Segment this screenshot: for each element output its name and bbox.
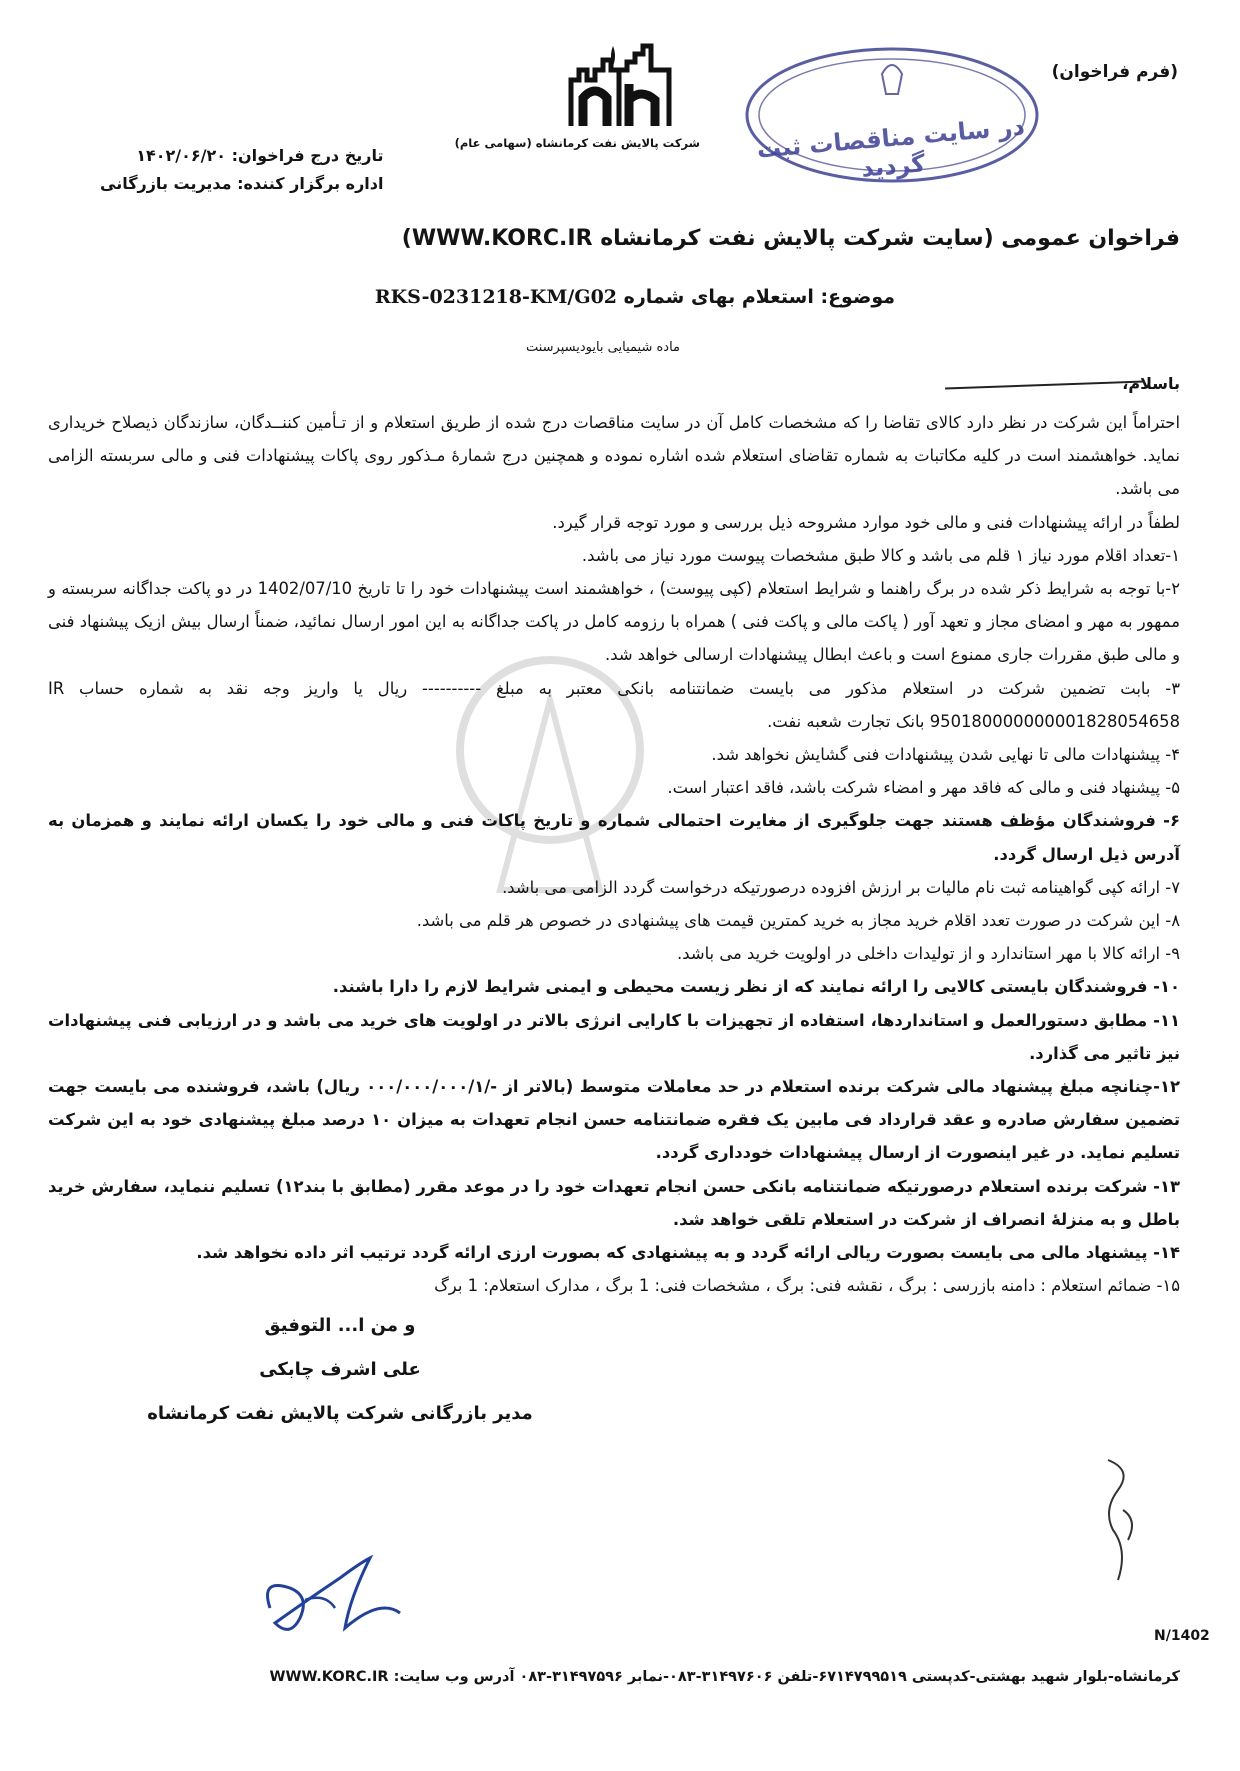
clause-3: ۳- بابت تضمین شرکت در استعلام مذکور می بایست ضمانتنامه بانکی معتبر به مبلغ ---------- ریال یا واریز وجه نقد به شماره حساب IR 950180000000001828054658 بانک تجارت شعبه نفت. — [48, 678, 1180, 731]
company-caption: شرکت پالایش نفت کرمانشاه (سهامی عام) — [454, 136, 700, 150]
initials-icon — [1088, 1450, 1148, 1590]
clause-9: ۹- ارائه کالا با مهر استاندارد و از تولیدات داخلی در اولویت خرید می باشد. — [677, 944, 1180, 964]
clause-7: ۷- ارائه کپی گواهینامه ثبت نام مالیات بر ارزش افزوده درصورتیکه درخواست گردد الزامی می باشد. — [502, 877, 1180, 897]
clause-6: ۶- فروشندگان مؤظف هستند جهت جلوگیری از مغایرت احتمالی شماره و تاریخ پاکات فنی و مالی خود را یکسان ارائه نمایند و همزمان به آدرس ذیل ارسال گردد. — [48, 811, 1180, 864]
publication-info — [100, 142, 383, 198]
instruction-paragraph: لطفاً در ارائه پیشنهادات فنی و مالی خود موارد مشروحه ذیل بررسی و مورد توجه قرار گیرد. — [552, 512, 1180, 532]
clause-8: ۸- این شرکت در صورت تعدد اقلام خرید مجاز به خرید کمترین قیمت های پیشنهادی در خصوص هر قلم می باشد. — [416, 911, 1180, 931]
clause-10: ۱۰- فروشندگان بایستی کالایی را ارائه نمایند که از نظر زیست محیطی و ایمنی شرایط لازم را دارا باشند. — [332, 977, 1180, 997]
letter-body — [48, 406, 1180, 1302]
clause-12: ۱۲-چنانچه مبلغ پیشنهاد مالی شرکت برنده استعلام در حد معاملات متوسط (بالاتر از -/۰۰۰/۰۰۰/۰۰۰/۱ ریال) باشد، فروشنده می بایست جهت تضمین سفارش صادره و عقد قرارداد فی مابین یک فقره ضمانتنامه حسن انجام تعهدات به میزان ۱۰ درصد مبلغ پیشنهادی خود به این شرکت تسلیم نماید. در غیر اینصورت از ارسال پیشنهادات خودداری گردد. — [48, 1077, 1180, 1163]
footer-address: کرمانشاه-بلوار شهید بهشتی-کدپستی ۶۷۱۴۷۹۹۵۱۹-تلفن ۳۱۴۹۷۶۰۶-۰۸۳-نمابر ۳۱۴۹۷۵۹۶-۰۸۳ آدرس وب سایت: — [393, 1669, 1180, 1685]
inquiry-number: RKS-0231218-KM/G02 — [374, 286, 618, 308]
stamp-text: در سایت مناقصات ثبت گردید — [755, 112, 1026, 183]
signatory-name: علی اشرف چابکی — [259, 1359, 421, 1380]
clause-14: ۱۴- پیشنهاد مالی می بایست بصورت ریالی ارائه گردد و به پیشنهادی که بصورت ارزی ارائه گردد ترتیب اثر داده نخواهد شد. — [196, 1243, 1180, 1263]
clause-13: ۱۳- شرکت برنده استعلام درصورتیکه ضمانتنامه بانکی حسن انجام تعهدات خود را در موعد مقرر (مطابق با بند۱۲) تسلیم ننماید، سفارش خرید باطل و به منزلهٔ انصراف از شرکت در استعلام تلقی خواهد شد. — [48, 1176, 1180, 1229]
form-type-label: (فرم فراخوان) — [1051, 62, 1178, 82]
material-name: ماده شیمیایی بایودیسپرسنت — [525, 340, 680, 355]
greeting-underline — [945, 381, 1145, 390]
clause-5: ۵- پیشنهاد فنی و مالی که فاقد مهر و امضاء شرکت باشد، فاقد اعتبار است. — [667, 778, 1180, 798]
subject-prefix: موضوع: استعلام بهای شماره — [623, 286, 895, 308]
registration-stamp — [742, 44, 1042, 186]
reference-number: N/1402 — [1154, 1628, 1210, 1644]
signatory-position: مدیر بازرگانی شرکت پالایش نفت کرمانشاه — [147, 1403, 533, 1424]
company-logo — [454, 40, 700, 150]
greeting: باسلام، — [1122, 374, 1180, 393]
footer — [270, 1669, 1181, 1685]
clause-2: ۲-با توجه به شرایط ذکر شده در برگ راهنما و شرایط استعلام (کپی پیوست) ، خواهشمند است پیشنهادات خود را تا تاریخ 1402/07/10 در دو پاکت جداگانه سربسته و ممهور به مهر و امضای مجاز و تعهد آور ( پاکت مالی و پاکت فنی ) همراه با رزومه کامل در پاکت جداگانه به این امور ارسال نمائید، ضمناً ارسال بیش ازیک پیشنهاد فنی و مالی طبق مقررات جاری ممنوع است و باعث ابطال پیشنهادات ارسالی خواهد شد. — [48, 579, 1180, 665]
clause-1: ۱-تعداد اقلام مورد نیاز ۱ قلم می باشد و کالا طبق مشخصات پیوست مورد نیاز می باشد. — [581, 545, 1180, 565]
publish-date: تاریخ درج فراخوان: ۱۴۰۲/۰۶/۲۰ — [136, 146, 384, 165]
organizer: اداره برگزار کننده: مدیریت بازرگانی — [100, 174, 384, 193]
signature-icon — [250, 1538, 420, 1648]
refinery-logo-icon — [565, 40, 675, 130]
page-title: فراخوان عمومی (سایت شرکت پالایش نفت کرمانشاه WWW.KORC.IR) — [401, 226, 1180, 251]
clause-11: ۱۱- مطابق دستورالعمل و استانداردها، استفاده از تجهیزات با کارایی انرژی بالاتر در اولویت های خرید می باشد و در ارزیابی فنی پیشنهادات نیز تاثیر می گذارد. — [48, 1010, 1180, 1063]
footer-website[interactable]: WWW.KORC.IR — [269, 1669, 389, 1685]
clause-4: ۴- پیشنهادات مالی تا نهایی شدن پیشنهادات فنی گشایش نخواهد شد. — [711, 745, 1180, 765]
clause-15: ۱۵- ضمائم استعلام : دامنه بازرسی : برگ ، نقشه فنی: برگ ، مشخصات فنی: 1 برگ ، مدارک استعلام: 1 برگ — [434, 1276, 1180, 1296]
intro-paragraph: احتراماً این شرکت در نظر دارد کالای تقاضا را که مشخصات کامل آن در سایت مناقصات درج شده از طریق استعلام و از تـأمین کننــدگان، سازندگان ذیصلاح خریداری نماید. خواهشمند است در کلیه مکاتبات به شماره تقاضای استعلام شده اشاره نموده و همچنین درج شمارهٔ مـذکور روی پاکات پیشنهادات فنی و مالی سربسته الزامی می باشد. — [48, 413, 1180, 499]
closing-phrase: و من ا... التوفیق — [264, 1315, 416, 1336]
subject-line — [375, 286, 895, 308]
signature-block — [140, 1304, 540, 1436]
